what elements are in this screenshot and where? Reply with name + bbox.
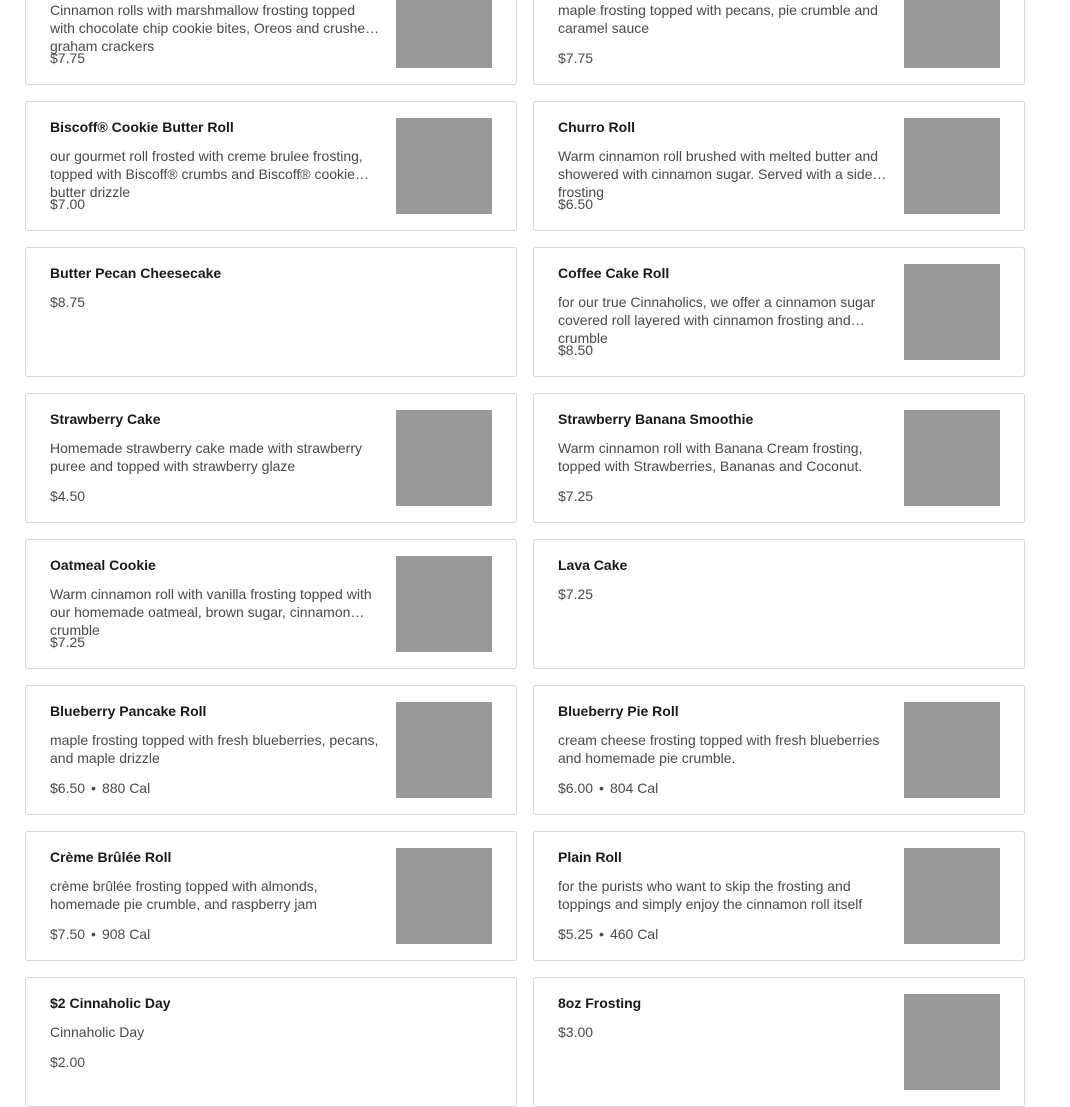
menu-item-info — [558, 264, 888, 359]
menu-item-card[interactable] — [533, 831, 1025, 961]
menu-item-name: Churro Roll — [558, 119, 635, 135]
menu-item-image — [904, 264, 1000, 360]
menu-item-price-line — [50, 779, 380, 797]
menu-item-name: $2 Cinnaholic Day — [50, 995, 171, 1011]
menu-item-description: maple frosting topped with pecans, pie crumble and caramel sauce — [558, 2, 878, 36]
menu-item-price: $3.00 — [558, 1024, 594, 1040]
menu-item-info — [50, 264, 492, 311]
menu-item-image — [904, 994, 1000, 1090]
menu-item-calories: 880 Cal — [101, 780, 151, 796]
menu-item-price: $7.75 — [558, 50, 594, 66]
menu-item-card[interactable] — [533, 247, 1025, 377]
menu-item-description: for our true Cinnaholics, we offer a cinnamon sugar covered roll layered with cinnamon frosting and crumble — [558, 294, 876, 346]
menu-item-name: Lava Cake — [558, 557, 628, 573]
menu-item-price: $6.50 — [558, 196, 594, 212]
menu-item-price-line — [50, 925, 380, 943]
menu-item-description: for the purists who want to skip the frosting and toppings and simply enjoy the cinnamon roll itself — [558, 878, 863, 912]
bullet-separator: • — [599, 926, 604, 942]
menu-item-card[interactable] — [533, 0, 1025, 85]
menu-item-price: $7.75 — [50, 50, 86, 66]
menu-item-description: Warm cinnamon roll with Banana Cream frosting, topped with Strawberries, Bananas and Coconut. — [558, 440, 863, 474]
menu-item-price-line — [50, 1053, 492, 1071]
menu-item-info — [558, 556, 1000, 603]
menu-item-info — [50, 848, 380, 943]
menu-item-name: Biscoff® Cookie Butter Roll — [50, 119, 234, 135]
menu-item-price-line — [50, 293, 492, 311]
menu-item-info — [50, 702, 380, 797]
menu-item-info — [50, 994, 492, 1071]
menu-item-name: Strawberry Cake — [50, 411, 161, 427]
bullet-separator: • — [599, 780, 604, 796]
menu-item-price-line — [558, 195, 888, 213]
menu-item-card[interactable] — [25, 101, 517, 231]
menu-item-calories: 908 Cal — [101, 926, 151, 942]
menu-item-card[interactable] — [25, 977, 517, 1107]
menu-item-image — [396, 702, 492, 798]
menu-item-description: Cinnaholic Day — [50, 1024, 145, 1040]
menu-item-price: $6.00 — [558, 780, 594, 796]
menu-item-description: Cinnamon rolls with marshmallow frosting topped with chocolate chip cookie bites, Oreos and crushed graham crackers — [50, 2, 373, 54]
menu-item-image — [396, 118, 492, 214]
menu-item-card[interactable] — [533, 101, 1025, 231]
menu-item-info — [50, 556, 380, 651]
menu-item-info — [558, 0, 888, 67]
menu-item-description: crème brûlée frosting topped with almonds, homemade pie crumble, and raspberry jam — [50, 878, 318, 912]
menu-item-name: Strawberry Banana Smoothie — [558, 411, 754, 427]
menu-item-image — [904, 702, 1000, 798]
menu-item-name: Crème Brûlée Roll — [50, 849, 172, 865]
menu-item-image — [904, 118, 1000, 214]
menu-item-calories: 804 Cal — [609, 780, 659, 796]
menu-item-name: Butter Pecan Cheesecake — [50, 265, 222, 281]
menu-item-description: Warm cinnamon roll with vanilla frosting topped with our homemade oatmeal, brown sugar, cinnamon crumble — [50, 586, 372, 638]
menu-item-price: $5.25 — [558, 926, 594, 942]
bullet-separator: • — [91, 780, 96, 796]
menu-item-name: 8oz Frosting — [558, 995, 642, 1011]
menu-item-card[interactable] — [25, 247, 517, 377]
menu-item-price-line — [558, 585, 1000, 603]
menu-item-image — [396, 410, 492, 506]
menu-item-card[interactable] — [25, 0, 517, 85]
menu-item-calories: 460 Cal — [609, 926, 659, 942]
menu-item-card[interactable] — [25, 685, 517, 815]
menu-item-price-line — [558, 49, 888, 67]
menu-item-price-line — [50, 487, 380, 505]
menu-item-name: Oatmeal Cookie — [50, 557, 156, 573]
menu-item-card[interactable] — [25, 393, 517, 523]
menu-item-info — [50, 410, 380, 505]
menu-item-price-line — [558, 779, 888, 797]
menu-item-price: $7.50 — [50, 926, 86, 942]
menu-item-image — [396, 848, 492, 944]
menu-item-description: Warm cinnamon roll brushed with melted butter and showered with cinnamon sugar. Served with a side of frosting — [558, 148, 888, 200]
menu-item-info — [558, 994, 888, 1041]
menu-item-name: Blueberry Pancake Roll — [50, 703, 207, 719]
menu-item-name: Plain Roll — [558, 849, 622, 865]
menu-item-price: $7.25 — [558, 488, 594, 504]
bullet-separator: • — [91, 926, 96, 942]
menu-item-image — [904, 848, 1000, 944]
menu-item-description: Homemade strawberry cake made with strawberry puree and topped with strawberry glaze — [50, 440, 362, 474]
menu-item-description: our gourmet roll frosted with creme brulee frosting, topped with Biscoff® crumbs and Biscoff® cookie butter drizzle — [50, 148, 363, 200]
menu-item-image — [904, 410, 1000, 506]
menu-item-price: $8.50 — [558, 342, 594, 358]
menu-item-description: maple frosting topped with fresh blueberries, pecans, and maple drizzle — [50, 732, 379, 766]
menu-item-price: $7.00 — [50, 196, 86, 212]
menu-item-price-line — [558, 925, 888, 943]
menu-item-info — [50, 0, 380, 67]
menu-item-card[interactable] — [25, 831, 517, 961]
menu-item-info — [558, 118, 888, 213]
menu-item-card[interactable] — [533, 685, 1025, 815]
menu-item-info — [50, 118, 380, 213]
menu-item-image — [396, 556, 492, 652]
menu-item-price-line — [558, 1023, 888, 1041]
menu-item-name: Coffee Cake Roll — [558, 265, 670, 281]
menu-item-price: $7.25 — [558, 586, 594, 602]
menu-item-price: $4.50 — [50, 488, 86, 504]
menu-item-price: $6.50 — [50, 780, 86, 796]
menu-item-price-line — [558, 487, 888, 505]
menu-item-card[interactable] — [533, 393, 1025, 523]
menu-item-price: $2.00 — [50, 1054, 86, 1070]
menu-item-card[interactable] — [25, 539, 517, 669]
menu-item-price: $8.75 — [50, 294, 86, 310]
menu-item-card[interactable] — [533, 977, 1025, 1107]
menu-item-info — [558, 410, 888, 505]
menu-item-price: $7.25 — [50, 634, 86, 650]
menu-item-name: Blueberry Pie Roll — [558, 703, 679, 719]
menu-item-image — [396, 0, 492, 68]
menu-item-grid — [25, 0, 1025, 1107]
menu-item-info — [558, 702, 888, 797]
menu-item-image — [904, 0, 1000, 68]
menu-item-description: cream cheese frosting topped with fresh blueberries and homemade pie crumble. — [558, 732, 880, 766]
menu-item-card[interactable] — [533, 539, 1025, 669]
menu-item-info — [558, 848, 888, 943]
